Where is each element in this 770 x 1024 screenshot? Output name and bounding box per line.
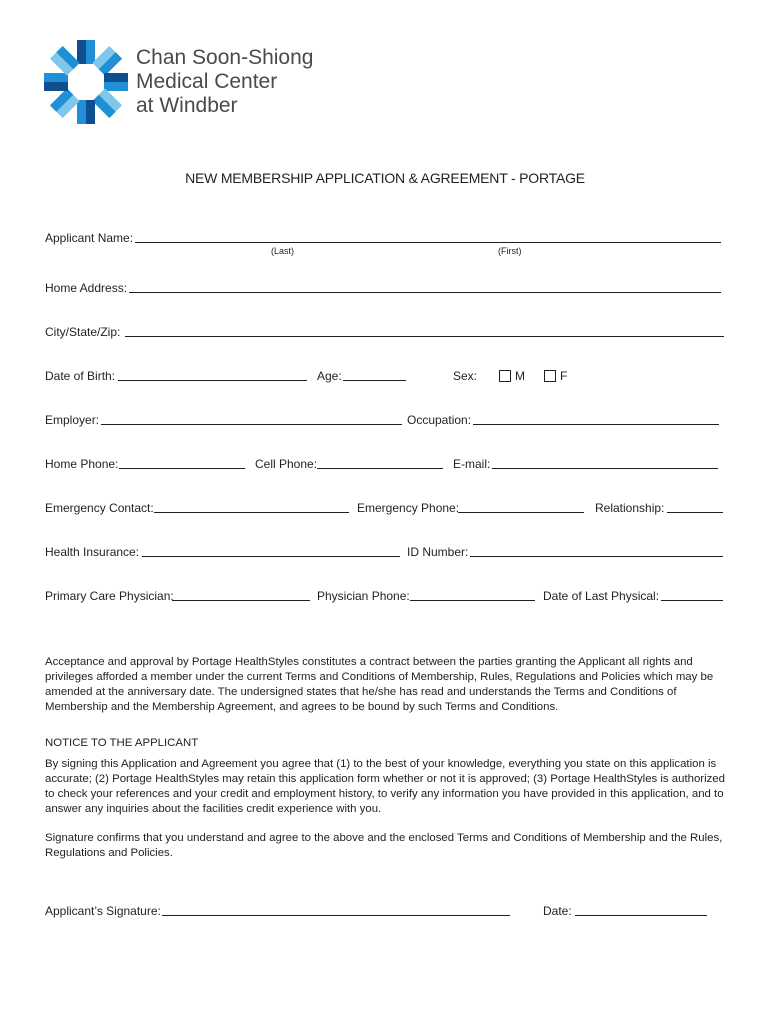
emergency-contact-field[interactable]	[154, 512, 349, 513]
applicant-signature-label: Applicant’s Signature:	[45, 904, 161, 918]
relationship-label: Relationship:	[595, 501, 665, 515]
city-state-zip-field[interactable]	[125, 336, 724, 337]
notice-text: By signing this Application and Agreement you agree that (1) to the best of your knowledge, everything you state on this application is accurate; (2) Portage HealthStyles may retain this application form whether or not it is approved; (3) Portage HealthStyles is authorized to check your references and your credit and employment history, to verify any information you have provided in this application, and to answer any inquiries about the facilities credit experience with you.	[45, 758, 725, 815]
physician-phone-label: Physician Phone:	[317, 589, 410, 603]
age-field[interactable]	[343, 380, 406, 381]
acceptance-paragraph	[45, 655, 735, 715]
health-insurance-field[interactable]	[142, 556, 400, 557]
home-phone-field[interactable]	[119, 468, 245, 469]
emergency-phone-field[interactable]	[458, 512, 584, 513]
org-name-line-2: Medical Center	[136, 70, 278, 93]
date-of-last-physical-label: Date of Last Physical:	[543, 589, 660, 603]
form-title: NEW MEMBERSHIP APPLICATION & AGREEMENT - PORTAGE	[185, 170, 585, 186]
relationship-field[interactable]	[667, 512, 723, 513]
applicant-signature-field[interactable]	[162, 915, 510, 916]
sex-label: Sex:	[453, 369, 478, 383]
date-of-birth-label: Date of Birth:	[45, 369, 116, 383]
signature-date-field[interactable]	[575, 915, 707, 916]
age-label: Age:	[317, 369, 342, 383]
primary-care-physician-label: Primary Care Physician:	[45, 589, 174, 603]
last-name-caption: (Last)	[271, 246, 295, 256]
health-insurance-label: Health Insurance:	[45, 545, 140, 559]
emergency-phone-label: Emergency Phone:	[357, 501, 460, 515]
sex-male-checkbox[interactable]	[499, 370, 511, 382]
physician-phone-field[interactable]	[410, 600, 535, 601]
signature-confirmation-text: Signature confirms that you understand and agree to the above and the enclosed Terms and Conditions of Membership and the Rules, Regulations and Policies.	[45, 832, 723, 859]
email-field[interactable]	[492, 468, 718, 469]
applicant-name-field[interactable]	[135, 242, 721, 243]
employer-label: Employer:	[45, 413, 100, 427]
id-number-label: ID Number:	[407, 545, 469, 559]
date-of-birth-field[interactable]	[118, 380, 307, 381]
signature-confirmation-paragraph	[45, 831, 735, 861]
date-of-last-physical-field[interactable]	[661, 600, 723, 601]
first-name-caption: (First)	[498, 246, 522, 256]
cell-phone-field[interactable]	[317, 468, 443, 469]
sex-female-label: F	[560, 369, 568, 383]
sex-female-checkbox[interactable]	[544, 370, 556, 382]
sex-male-label: M	[515, 369, 525, 383]
city-state-zip-label: City/State/Zip:	[45, 325, 121, 339]
signature-date-label: Date:	[543, 904, 572, 918]
notice-heading: NOTICE TO THE APPLICANT	[45, 737, 199, 749]
employer-field[interactable]	[101, 424, 402, 425]
starburst-logo-icon	[42, 38, 130, 126]
org-name-line-3: at Windber	[136, 94, 238, 117]
emergency-contact-label: Emergency Contact:	[45, 501, 154, 515]
email-label: E-mail:	[453, 457, 491, 471]
home-address-label: Home Address:	[45, 281, 128, 295]
org-name-line-1: Chan Soon-Shiong	[136, 46, 314, 69]
cell-phone-label: Cell Phone:	[255, 457, 318, 471]
acceptance-text: Acceptance and approval by Portage HealthStyles constitutes a contract between the parties granting the Applicant all rights and privileges afforded a member under the current Terms and Conditions of Membership, Rules, Regulations and Policies which may be amended at the anniversary date. The undersigned states that he/she has read and understands the Terms and Conditions of Membership and the Membership Agreement, and agrees to be bound by such Terms and Conditions.	[45, 656, 714, 713]
notice-paragraph	[45, 757, 735, 817]
home-phone-label: Home Phone:	[45, 457, 119, 471]
organization-name	[136, 46, 313, 118]
applicant-name-label: Applicant Name:	[45, 231, 134, 245]
primary-care-physician-field[interactable]	[172, 600, 310, 601]
id-number-field[interactable]	[470, 556, 723, 557]
occupation-field[interactable]	[473, 424, 719, 425]
occupation-label: Occupation:	[407, 413, 472, 427]
home-address-field[interactable]	[129, 292, 721, 293]
